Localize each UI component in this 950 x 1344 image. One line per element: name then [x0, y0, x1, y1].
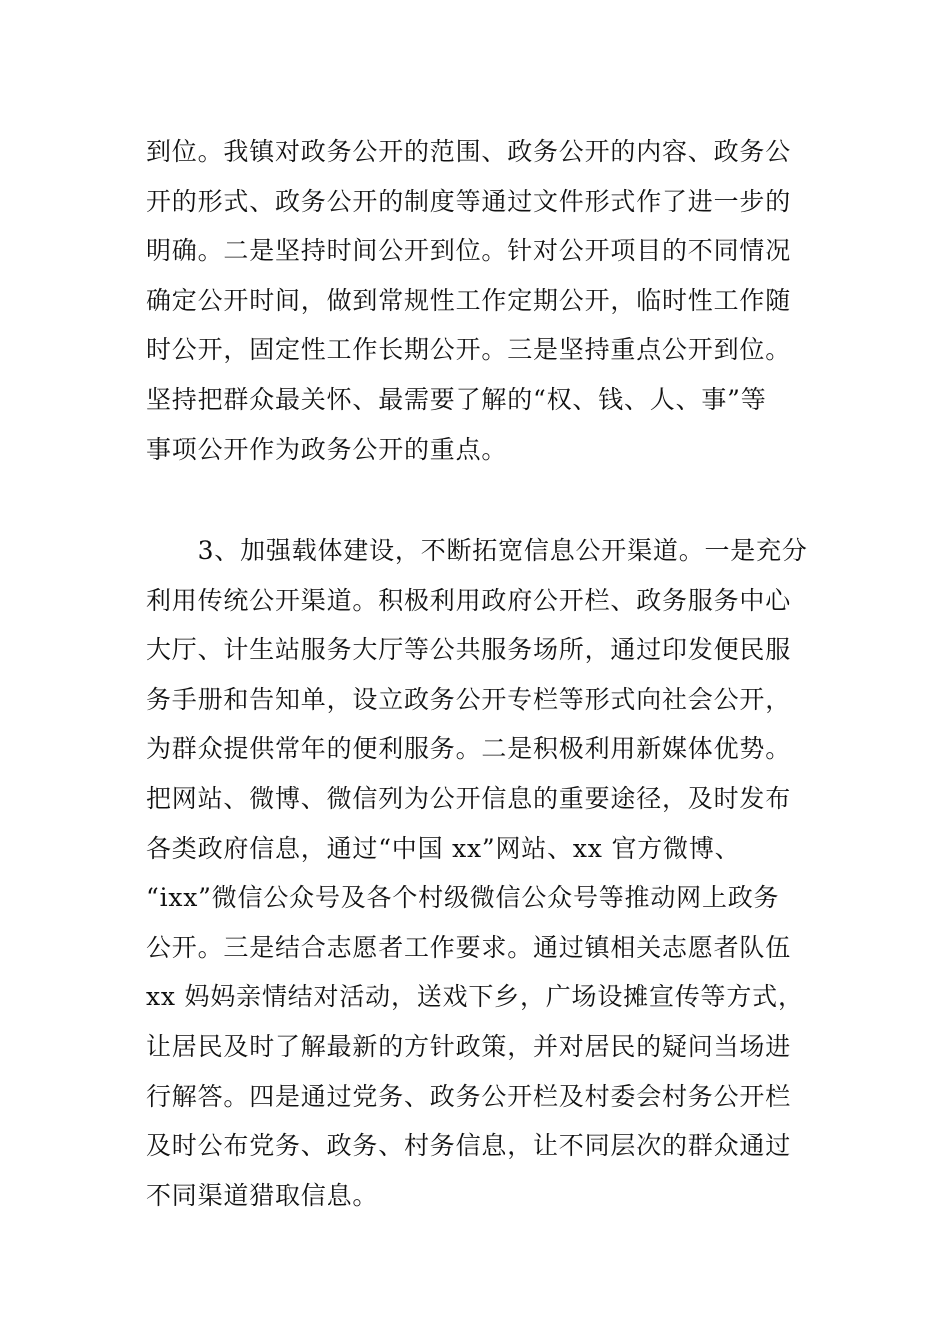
text-line: 开的形式、政务公开的制度等通过文件形式作了进一步的 [146, 186, 792, 216]
text-line: 不同渠道猎取信息。 [146, 1180, 379, 1210]
text-line: 大厅、计生站服务大厅等公共服务场所，通过印发便民服 [146, 635, 792, 665]
paragraph-disclosure-scope [146, 127, 811, 474]
text-line: 各类政府信息，通过“中国 xx”网站、xx 官方微博、 [146, 833, 741, 863]
text-line: 公开。三是结合志愿者工作要求。通过镇相关志愿者队伍 [146, 932, 792, 962]
text-line: 行解答。四是通过党务、政务公开栏及村委会村务公开栏 [146, 1081, 792, 1111]
text-line: 利用传统公开渠道。积极利用政府公开栏、政务服务中心 [146, 585, 792, 615]
text-line: 务手册和告知单，设立政务公开专栏等形式向社会公开， [146, 684, 792, 714]
text-line: 坚持把群众最关怀、最需要了解的“权、钱、人、事”等 [146, 384, 767, 414]
text-line: 到位。我镇对政务公开的范围、政务公开的内容、政务公 [146, 137, 792, 166]
text-line: 事项公开作为政务公开的重点。 [146, 434, 508, 464]
text-line: 把网站、微博、微信列为公开信息的重要途径，及时发布 [146, 783, 792, 813]
text-line: 时公开，固定性工作长期公开。三是坚持重点公开到位。 [146, 335, 792, 365]
text-line: xx 妈妈亲情结对活动，送戏下乡，广场设摊宣传等方式， [146, 982, 804, 1012]
text-line: 明确。二是坚持时间公开到位。针对公开项目的不同情况 [146, 236, 792, 266]
text-line: 确定公开时间，做到常规性工作定期公开，临时性工作随 [146, 285, 792, 315]
text-line: 及时公布党务、政务、村务信息，让不同层次的群众通过 [146, 1131, 792, 1161]
text-line: 3、加强载体建设，不断拓宽信息公开渠道。一是充分 [146, 536, 808, 565]
paragraph-disclosure-channels [146, 526, 811, 1220]
text-line: 让居民及时了解最新的方针政策，并对居民的疑问当场进 [146, 1031, 792, 1061]
text-line: “ixx”微信公众号及各个村级微信公众号等推动网上政务 [146, 883, 780, 913]
text-line: 为群众提供常年的便利服务。二是积极利用新媒体优势。 [146, 734, 792, 764]
